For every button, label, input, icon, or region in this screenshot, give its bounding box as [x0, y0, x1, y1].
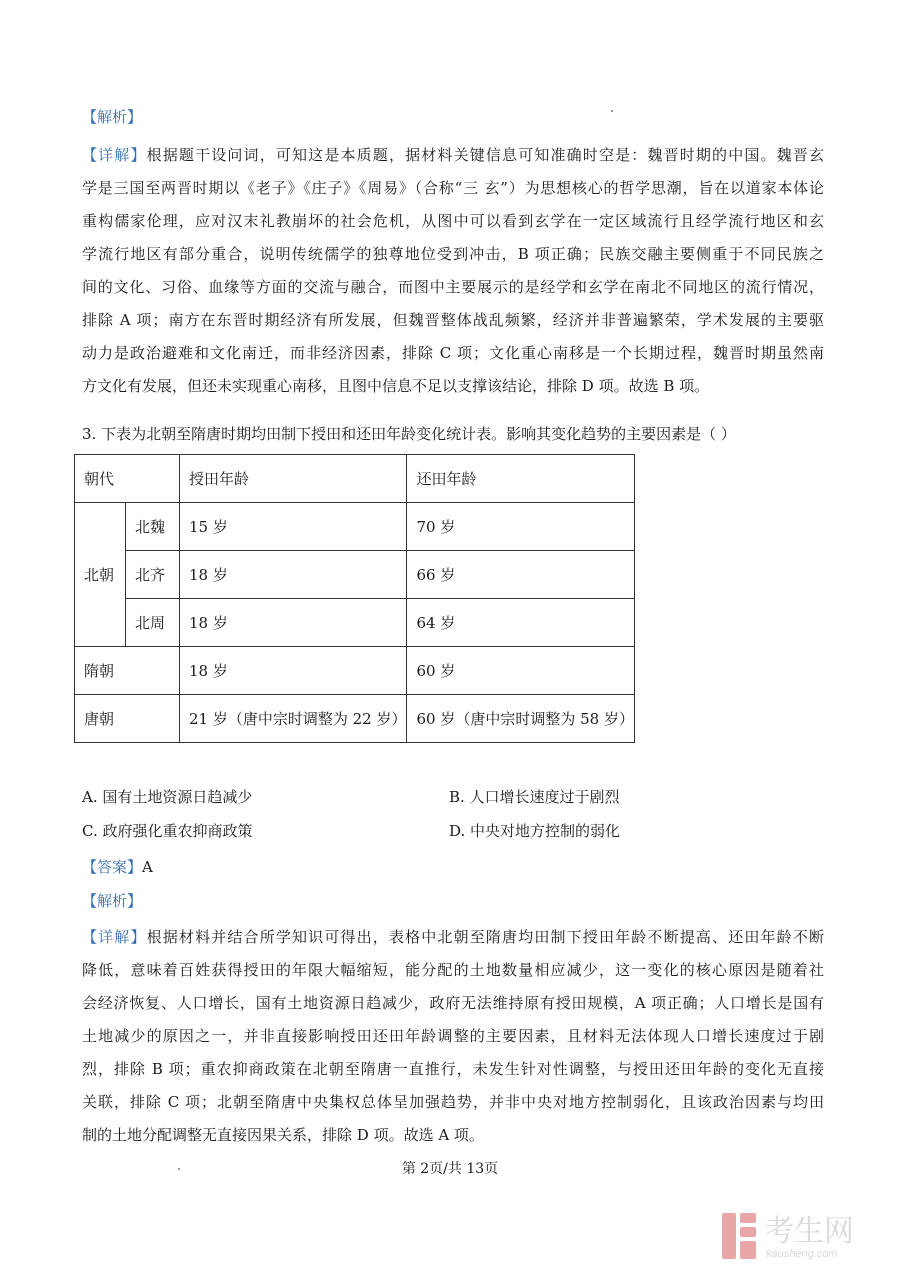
question-3-stem: 3. 下表为北朝至隋唐时期均田制下授田和还田年龄变化统计表。影响其变化趋势的主要因素是（ ）: [82, 425, 736, 443]
table-row: [75, 599, 635, 647]
table-row: [75, 503, 635, 551]
detail-paragraph-1: [82, 139, 824, 403]
cell-return-age: 60 岁: [407, 647, 635, 695]
detail-line: 学是三国至两晋时期以《老子》《庄子》《周易》（合称“三 玄”）为思想核心的哲学思潮，旨在以道家本体论: [82, 179, 824, 197]
kaosheng-logo-icon: [720, 1207, 880, 1263]
cell-dynasty: 隋朝: [75, 647, 180, 695]
header-return-age: 还田年龄: [407, 455, 635, 503]
page-footer: 第 2页/共 13页: [401, 1161, 499, 1177]
detail-line: 土地减少的原因之一，并非直接影响授田还田年龄调整的主要因素，且材料无法体现人口增长速度过于剧: [82, 1027, 824, 1045]
cell-dynasty: 北周: [126, 599, 180, 647]
watermark-name: 考生网: [764, 1215, 854, 1248]
option-b: B. 人口增长速度过于剧烈: [449, 788, 620, 806]
cell-dynasty: 唐朝: [75, 695, 180, 743]
analysis-tag-2: 【解析】: [82, 892, 143, 910]
detail-line: 烈，排除 B 项；重农抑商政策在北朝至隋唐一直推行，未发生针对性调整，与授田还田年龄的变化无直接: [82, 1060, 824, 1078]
cell-dynasty: 北魏: [126, 503, 180, 551]
detail-line: 方文化有发展，但还未实现重心南移，且图中信息不足以支撑该结论，排除 D 项。故选 B 项。: [82, 377, 710, 395]
detail-tag-2: 【详解】: [82, 928, 147, 946]
detail-tag-1: 【详解】: [82, 146, 147, 164]
table-header-row: [75, 455, 635, 503]
detail-line: 会经济恢复、人口增长，国有土地资源日趋减少，政府无法维持原有授田规模，A 项正确；人口增长是国有: [82, 994, 824, 1012]
detail-line: 【详解】根据题干设问词，可知这是本质题，据材料关键信息可知准确时空是：魏晋时期的中国。魏晋玄: [82, 146, 824, 164]
detail-line: 间的文化、习俗、血缘等方面的交流与融合，而图中主要展示的是经学和玄学在南北不同地区的流行情况，: [82, 278, 824, 296]
option-a: A. 国有土地资源日趋减少: [82, 788, 253, 806]
cell-return-age: 64 岁: [407, 599, 635, 647]
table-row: [75, 695, 635, 743]
answer-line: [82, 854, 822, 880]
watermark-logo: [720, 1207, 880, 1263]
group-label-north: 北朝: [75, 503, 126, 647]
detail-line: 排除 A 项；南方在东晋时期经济有所发展，但魏晋整体战乱频繁，经济并非普遍繁荣，学术发展的主要驱: [82, 311, 824, 329]
header-grant-age: 授田年龄: [180, 455, 407, 503]
cell-return-age: 70 岁: [407, 503, 635, 551]
cell-grant-age: 18 岁: [180, 647, 407, 695]
detail-line: 学流行地区有部分重合，说明传统儒学的独尊地位受到冲击，B 项正确；民族交融主要侧重于不同民族之: [82, 245, 824, 263]
detail-line: 重构儒家伦理，应对汉末礼教崩坏的社会危机，从图中可以看到玄学在一定区域流行且经学流行地区和玄: [82, 212, 824, 230]
option-c: C. 政府强化重农抑商政策: [82, 822, 253, 840]
detail-paragraph-2: [82, 921, 824, 1152]
cell-grant-age: 18 岁: [180, 551, 407, 599]
cell-grant-age: 21 岁（唐中宗时调整为 22 岁）: [180, 695, 407, 743]
detail-line: 关联，排除 C 项；北朝至隋唐中央集权总体呈加强趋势，并非中央对地方控制弱化，且该政治因素与均田: [82, 1093, 824, 1111]
cell-dynasty: 北齐: [126, 551, 180, 599]
header-dynasty: 朝代: [75, 455, 180, 503]
land-age-table: [74, 454, 635, 743]
detail-line: 降低，意味着百姓获得授田的年限大幅缩短，能分配的土地数量相应减少，这一变化的核心原因是随着社: [82, 961, 824, 979]
table-row: [75, 551, 635, 599]
answer-tag: 【答案】: [82, 858, 143, 876]
option-d: D. 中央对地方控制的弱化: [449, 822, 621, 840]
detail-line: 【详解】根据材料并结合所学知识可得出，表格中北朝至隋唐均田制下授田年龄不断提高、还田年龄不断: [82, 928, 824, 946]
detail-line: 动力是政治避难和文化南迁，而非经济因素，排除 C 项；文化重心南移是一个长期过程，魏晋时期虽然南: [82, 344, 824, 362]
cell-grant-age: 18 岁: [180, 599, 407, 647]
cell-grant-age: 15 岁: [180, 503, 407, 551]
table-row: [75, 647, 635, 695]
cell-return-age: 60 岁（唐中宗时调整为 58 岁）: [407, 695, 635, 743]
cell-return-age: 66 岁: [407, 551, 635, 599]
analysis-tag-1: 【解析】: [82, 108, 143, 126]
watermark-domain: kaosheng.com: [766, 1248, 838, 1260]
detail-line: 制的土地分配调整无直接因果关系，排除 D 项。故选 A 项。: [82, 1126, 484, 1144]
answer-value: A: [142, 858, 153, 876]
